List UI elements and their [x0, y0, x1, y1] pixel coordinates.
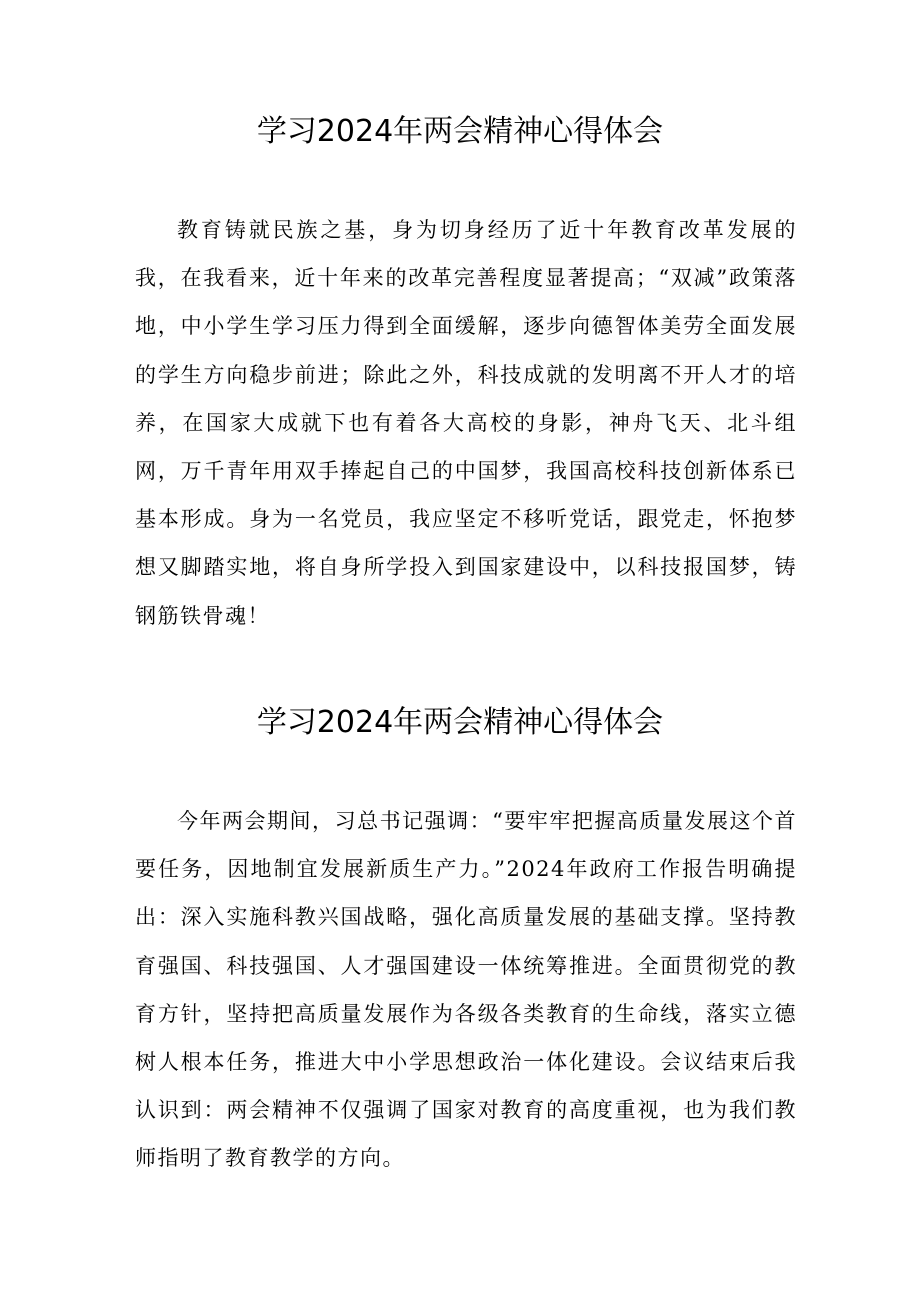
- section-2-title: 学习2024年两会精神心得体会: [256, 705, 664, 740]
- section-2-paragraph: 今年两会期间，习总书记强调：“要牢牢把握高质量发展这个首要任务，因地制宜发展新质生产力。”2024年政府工作报告明确提出：深入实施科教兴国战略，强化高质量发展的基础支撑。坚持教育强国、科技强国、人才强国建设一体统筹推进。全面贯彻党的教育方针，坚持把高质量发展作为各级各类教育的生命线，落实立德树人根本任务，推进大中小学思想政治一体化建设。会议结束后我认识到：两会精神不仅强调了国家对教育的高度重视，也为我们教师指明了教育教学的方向。: [135, 809, 797, 1171]
- section-1-title: 学习2024年两会精神心得体会: [256, 114, 664, 149]
- section-1-paragraph: 教育铸就民族之基，身为切身经历了近十年教育改革发展的我，在我看来，近十年来的改革完善程度显著提高；“双减”政策落地，中小学生学习压力得到全面缓解，逐步向德智体美劳全面发展的学生方向稳步前进；除此之外，科技成就的发明离不开人才的培养，在国家大成就下也有着各大高校的身影，神舟飞天、北斗组网，万千青年用双手捧起自己的中国梦，我国高校科技创新体系已基本形成。身为一名党员，我应坚定不移听党话，跟党走，怀抱梦想又脚踏实地，将自身所学投入到国家建设中，以科技报国梦，铸钢筋铁骨魂！: [135, 218, 797, 628]
